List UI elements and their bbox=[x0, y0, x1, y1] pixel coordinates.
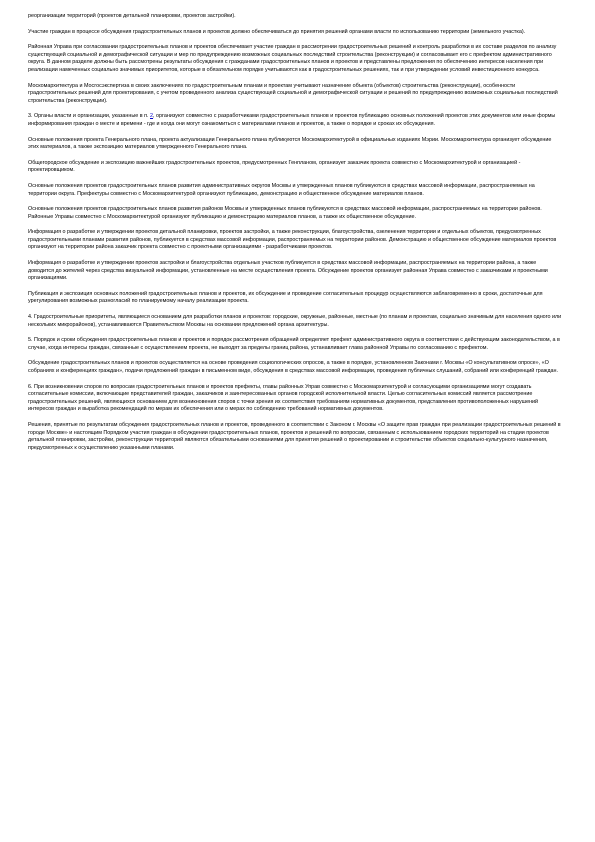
paragraph-10: Информация о разработке и утверждении проектов детальной планировки, проектов застройки, а также реконструкции, благоустройства, озеленения территории и отдельных объектов, предусмотренных градостроительными планами развития районов, публикуется в средствах массовой информации, распространяемых на территории районов. Демонстрацию и общественное обсуждение материалов проектов организуют на территории района заказчик проекта совместно с проектными организациями - разработчиками проектов. bbox=[28, 229, 557, 251]
paragraph-17: Решения, принятые по результатам обсуждения градостроительных планов и проектов, проведенного в соответствии с Законом г. Москвы «О защите прав граждан при реализации градостроительных решений в городе Москве» и настоящим Порядком участия граждан в обсуждении градостроительных планов, проектов и решений по вопросам, связанным с использованием городских территорий на стадии проектов детальной планировки, застройки, реконструкции территорий являются обязательными основаниями для принятия решений о проектировании и строительстве объектов социально-культурного назначения, предусмотренных к осуществлению указанными планами. bbox=[28, 421, 561, 451]
paragraph-12: Публикация и экспозиция основных положений градостроительных планов и проектов, их обсуждение и проведение согласительных процедур осуществляются заблаговременно в сроки, достаточные для урегулирования возможных разногласий по планируемому началу реализации проекта. bbox=[28, 290, 543, 305]
paragraph-9: Основные положения проектов градостроительных планов развития районов Москвы и утвержденных планов публикуются в средствах массовой информации, распространяемых на территории районов. Районные Управы совместно с Москомархитектурой организуют публикацию и демонстрацию материалов планов, а также их общественное обсуждение. bbox=[28, 206, 542, 220]
paragraph-14: 5. Порядок и сроки обсуждения градостроительных планов и проектов и порядок рассмотрения обращений определяет префект административного округа в соответствии с действующим законодательством, а в случае, когда интересы граждан, связанные с осуществлением проекта, не выходят за пределы границ района, устанавливает глава районной Управы по согласованию с префектом. bbox=[28, 337, 560, 351]
paragraph-16: 6. При возникновении споров по вопросам градостроительных планов и проектов префекты, главы районных Управ совместно с Москомархитектурой и согласующими организациями могут создавать согласительные комиссии, включающие представителей граждан, заказчиков и заинтересованных органов городской исполнительной власти. Целью согласительных комиссий является рассмотрение градостроительных решений, являющихся основанием для возникновения споров с точки зрения их соответствия требованиям нормативных документов, представления противоположенных нарушений интересов граждан и выработка рекомендаций по мерам их обеспечения или о мерах по соблюдению требований нормативных документов. bbox=[28, 383, 539, 413]
paragraph-5-text-before: 3. Органы власти и организации, указанные в п. bbox=[28, 113, 151, 120]
paragraph-7: Общегородское обсуждение и экспозицию важнейших градостроительных проектов, предусмотренных Генпланом, организует заказчик проекта совместно с Москомархитектурой и организацией - проектировщиком. bbox=[28, 159, 521, 174]
paragraph-3: Районная Управа при согласовании градостроительных планов и проектов обеспечивает участие граждан в рассмотрении градостроительных решений и контроль разработки в их составе разделов по анализу существующей социальной и демографической ситуации и мер по предупреждению возможных социальных последствий строительства (реконструкции) и согласовывает его с префектом административного округа. В данном разделе должны быть рассмотрены результаты обсуждения с гражданами градостроительных планов и проектов и представлены предложения по обеспечению интересов населения при реализации намеченных социально значимых приоритетов, которые в обязательном порядке учитываются как в градостроительных решениях, так и при утверждении условий инвестиционного конкурса. bbox=[28, 44, 557, 73]
paragraph-5 bbox=[28, 113, 563, 128]
paragraph-15: Обсуждение градостроительных планов и проектов осуществляется на основе проведения социологических опросов, а также в порядке, установленном Законами г. Москвы «О консультативном опросе», «О собраниях и конференциях граждан», подачи предложений граждан в письменном виде, обсуждения в средствах массовой информации, проведения публичных слушаний, собраний или конференций граждан. bbox=[28, 360, 559, 374]
paragraph-8: Основные положения проектов градостроительных планов развития административных округов Москвы и утвержденных планов публикуются в средствах массовой информации, распространяемых на территории округа. Префектуры совместно с Москомархитектурой организуют публикацию, демонстрацию и общественное обсуждение материалов планов. bbox=[28, 182, 535, 197]
paragraph-6: Основные положения проекта Генерального плана, проекта актуализации Генерального плана публикуются Москомархитектурой в официальных изданиях Мэрии. Москомархитектура организует обсуждение этих материалов, а также экспозицию материалов утвержденного Генерального плана. bbox=[28, 136, 552, 151]
paragraph-13: 4. Градостроительные приоритеты, являющиеся основанием для разработки планов и проектов: городские, окружные, районные, местные (по планам и проектам, социально значимым для населения одного или нескольких микрорайонов), устанавливаются Правительством Москвы на основании предложений органа архитектуры. bbox=[28, 314, 562, 328]
clause-2-link[interactable]: 2 bbox=[150, 113, 154, 120]
paragraph-1: реорганизации территорий (проектов детальной планировки, проектов застройки). bbox=[28, 13, 236, 19]
paragraph-11: Информация о разработке и утверждении проектов застройки и благоустройства отдельных участков публикуется в средствах массовой информации, распространяемых на территории района, а также доводится до жителей через средства визуальной информации, установленные на месте осуществления проекта. Обсуждение проектов организует районная Управа совместно с заказчиками и проектными организациями. bbox=[28, 260, 548, 282]
paragraph-5-text-after: , организуют совместно с разработчиками градостроительных планов и проектов публикацию основных положений проектов этих документов или иные формы информирования граждан о месте и времени - где и когда они могут ознакомиться с материалами планов и проектов, а также о порядке и сроках их обсуждения. bbox=[28, 113, 556, 127]
paragraph-2: Участие граждан в процессе обсуждения градостроительных планов и проектов должно обеспечиваться до принятия решений органами власти по использованию территории (земельного участка). bbox=[28, 28, 526, 35]
paragraph-4: Москомархитектура и Мосгосэкспертиза в своих заключениях по градостроительным планам и проектам учитывают назначение объекта (объектов) строительства (реконструкции), особенности градостроительных решений для проектирования, с учетом проведенного анализа существующей социальной и демографической ситуации и решений по предупреждению возможных социальных последствий строительства (реконструкции). bbox=[28, 82, 558, 104]
